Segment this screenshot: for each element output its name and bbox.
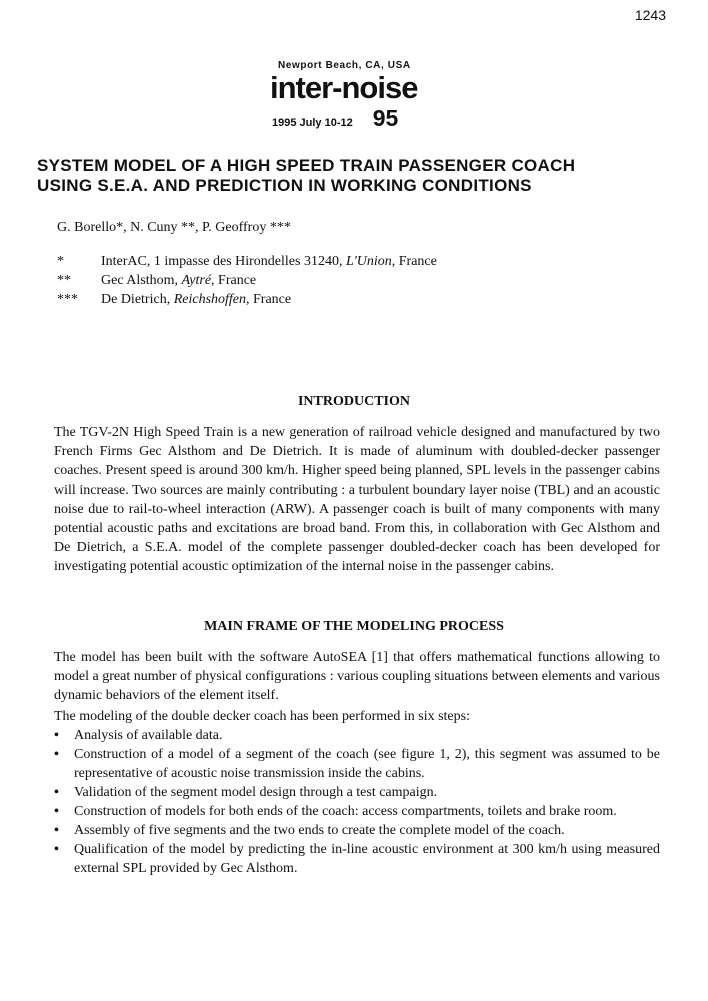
conference-year-mark: 95 bbox=[372, 105, 399, 131]
conference-logo: inter-noise bbox=[270, 70, 418, 105]
affiliation bbox=[57, 254, 437, 273]
steps-list bbox=[54, 726, 660, 878]
affiliation-mark: ** bbox=[57, 273, 71, 288]
affiliation bbox=[57, 273, 437, 292]
affiliation-text: Gec Alsthom, Aytré, France bbox=[101, 273, 257, 288]
affiliation-text: De Dietrich, Reichshoffen, France bbox=[101, 292, 292, 307]
conference-date: 1995 July 10-12 bbox=[272, 117, 353, 129]
steps-intro: The modeling of the double decker coach has been performed in six steps: bbox=[54, 709, 470, 724]
title-line: SYSTEM MODEL OF A HIGH SPEED TRAIN PASSENGER COACH bbox=[37, 156, 576, 175]
affiliation-city: Reichshoffen bbox=[173, 292, 247, 307]
affiliation-mark: * bbox=[57, 254, 64, 269]
bullet-icon: • bbox=[54, 747, 59, 762]
affiliation-city: Aytré bbox=[181, 273, 212, 288]
affiliation-text: InterAC, 1 impasse des Hirondelles 31240, L'Union, France bbox=[101, 254, 437, 269]
bullet-icon: • bbox=[54, 785, 59, 800]
list-item: • Assembly of five segments and the two ends to create the complete model of the coach. bbox=[54, 823, 565, 838]
affiliation-city: L'Union bbox=[345, 254, 392, 269]
bullet-icon: • bbox=[54, 728, 59, 743]
affiliations bbox=[57, 254, 437, 311]
bullet-icon: • bbox=[54, 842, 59, 857]
introduction-paragraph: The TGV-2N High Speed Train is a new generation of railroad vehicle designed and manufactured by two French Firms Gec Alsthom and De Dietrich. It is made of aluminum with doubled-decker passenger coaches. Present speed is around 300 km/h. Higher speed being planned, SPL levels in the passenger cabins will increase. Two sources are mainly contributing : a turbulent boundary layer noise (TBL) and an acoustic noise due to rail-to-wheel interaction (ARW). A passenger coach is built of many components with many potential acoustic paths and excitations are broad band. From this, in collaboration with Gec Alsthom and De Dietrich, a S.E.A. model of the complete passenger doubled-decker coach has been developed for investigating potential acoustic optimization of the internal noise in the passenger cabins. bbox=[54, 425, 660, 575]
conference-header bbox=[270, 60, 450, 132]
introduction-heading: INTRODUCTION bbox=[297, 394, 410, 409]
list-item: • Analysis of available data. bbox=[54, 728, 223, 743]
main-frame-heading: MAIN FRAME OF THE MODELING PROCESS bbox=[204, 619, 504, 634]
affiliation bbox=[57, 292, 437, 311]
list-item: • Construction of models for both ends of the coach: access compartments, toilets and brake room. bbox=[54, 804, 617, 819]
bullet-icon: • bbox=[54, 804, 59, 819]
title-line: USING S.E.A. AND PREDICTION IN WORKING CONDITIONS bbox=[37, 176, 532, 195]
affiliation-mark: *** bbox=[57, 292, 78, 307]
list-item: • Validation of the segment model design through a test campaign. bbox=[54, 785, 438, 800]
main-frame-paragraph: The model has been built with the software AutoSEA [1] that offers mathematical functions allowing to model a great number of physical configurations : various coupling situations between elements and various dynamic behaviors of the element itself. bbox=[54, 650, 660, 704]
paper-title bbox=[37, 156, 677, 196]
list-item: • Construction of a model of a segment of the coach (see figure 1, 2), this segment was assumed to be representative of acoustic noise transmission inside the cabins. bbox=[54, 747, 660, 781]
page-number: 1243 bbox=[634, 7, 666, 23]
authors: G. Borello*, N. Cuny **, P. Geoffroy *** bbox=[57, 220, 291, 235]
list-item: • Qualification of the model by predicting the in-line acoustic environment at 300 km/h using measured external SPL provided by Gec Alsthom. bbox=[54, 842, 660, 876]
conference-location: Newport Beach, CA, USA bbox=[278, 60, 411, 71]
conference-date-row bbox=[270, 105, 450, 132]
bullet-icon: • bbox=[54, 823, 59, 838]
